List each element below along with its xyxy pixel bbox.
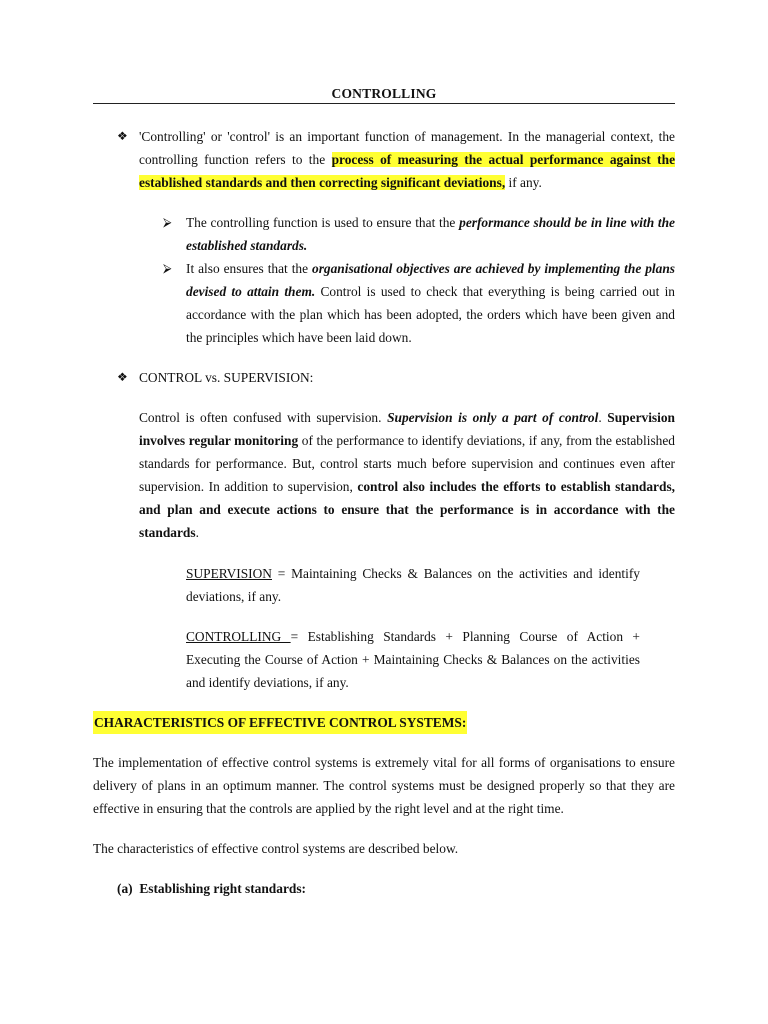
control-text-4: . (195, 525, 199, 540)
supervision-definition (186, 562, 640, 608)
diamond-bullet-icon: ❖ (117, 129, 128, 143)
sub1-emphasis: performance should be in line with the established standards. (186, 215, 675, 253)
controlling-def-text: = Establishing Standards + Planning Course of Action + Executing the Course of Action + Maintaining Checks & Balances on the activities and identify deviations, if any. (186, 629, 640, 690)
list-item-a (117, 877, 306, 900)
list-item-text: Establishing right standards: (139, 881, 307, 896)
sub2-emphasis: organisational objectives are achieved by implementing the plans devised to attain them. (186, 261, 675, 299)
definition-text-end: if any. (505, 175, 542, 190)
control-bold-2: control also includes the efforts to establish standards, and plan and execute actions to ensure that the performance is in accordance with the standards (139, 479, 676, 540)
control-vs-supervision-paragraph (139, 406, 675, 544)
supervision-def-text: = Maintaining Checks & Balances on the activities and identify deviations, if any. (186, 566, 640, 604)
control-vs-supervision-heading: CONTROL vs. SUPERVISION: (139, 370, 314, 385)
described-paragraph: The characteristics of effective control systems are described below. (93, 841, 459, 856)
intro-paragraph: The implementation of effective control systems is extremely vital for all forms of organisations to ensure delivery of plans in an optimum manner. The control systems must be designed properly so that they are effective in ensuring that the controls are applied by the right level and at the right time. (93, 755, 675, 816)
bullet-paragraph-definition (139, 125, 675, 194)
control-bold-1: Supervision involves regular monitoring (139, 410, 675, 448)
list-item-marker: (a) (117, 881, 133, 896)
controlling-term: CONTROLLING (186, 629, 291, 644)
control-text-1: Control is often confused with supervision. (139, 410, 388, 425)
control-emphasis: Supervision is only a part of control (387, 410, 599, 425)
section-heading-characteristics: CHARACTERISTICS OF EFFECTIVE CONTROL SYSTEMS: (93, 711, 467, 734)
page-title: CONTROLLING (331, 86, 437, 101)
title-underline (93, 103, 675, 104)
controlling-definition (186, 625, 640, 694)
definition-text-start: 'Controlling' or 'control' is an important function of management. In the managerial context, the controlling function refers to the (139, 129, 675, 167)
sub2-text-start: It also ensures that the (186, 261, 312, 276)
sub1-text: The controlling function is used to ensure that the (186, 215, 460, 230)
sub2-text-end: Control is used to check that everything is being carried out in accordance with the plan which has been adopted, the orders which have been given and the principles which have been laid down. (186, 284, 675, 345)
diamond-bullet-icon: ❖ (117, 370, 128, 384)
arrowhead-bullet-icon: ⮚ (163, 215, 172, 229)
control-text-3: of the performance to identify deviations, if any, from the established standards for performance. But, control starts much before supervision and continues even after supervision. In addition to supervision, (139, 433, 675, 494)
arrowhead-bullet-icon: ⮚ (163, 261, 172, 275)
sub-bullet-performance (186, 211, 675, 257)
definition-highlight: process of measuring the actual performance against the established standards and then correcting significant deviations, (139, 152, 676, 190)
supervision-term: SUPERVISION (186, 566, 272, 581)
control-text-2: . (598, 410, 608, 425)
sub-bullet-objectives (186, 257, 675, 349)
